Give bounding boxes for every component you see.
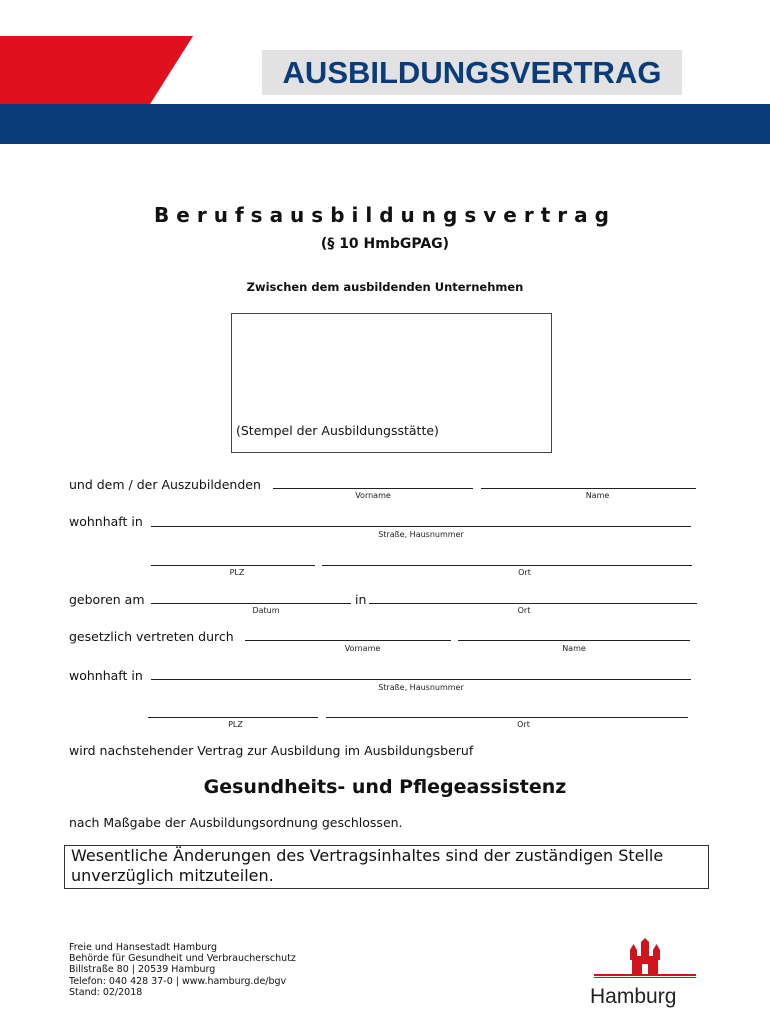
guardian-city-field[interactable]: [326, 717, 688, 718]
footer-line: Freie und Hansestadt Hamburg: [69, 942, 218, 953]
trainee-firstname-field[interactable]: [273, 488, 473, 489]
notice-text: Wesentliche Änderungen des Vertragsinhaltes sind der zuständigen Stelle unverzüglich mitzuteilen.: [71, 846, 664, 885]
guardian-street-field[interactable]: [151, 679, 691, 680]
born-in-label: in: [355, 592, 367, 607]
zip-caption: PLZ: [229, 568, 245, 577]
guardian-city-caption: Ort: [517, 720, 530, 729]
guardian-zip-caption: PLZ: [228, 720, 243, 729]
guardian-lastname-field[interactable]: [458, 640, 690, 641]
street-caption: Straße, Hausnummer: [378, 530, 464, 539]
guardian-lastname-caption: Name: [562, 644, 586, 653]
between-label: Zwischen dem ausbildenden Unternehmen: [246, 280, 524, 294]
guardian-label: gesetzlich vertreten durch: [69, 629, 234, 644]
guardian-firstname-caption: Vorname: [344, 644, 381, 653]
lastname-caption: Name: [585, 491, 610, 500]
contract-statement: wird nachstehender Vertrag zur Ausbildung im Ausbildungsberuf: [69, 743, 474, 758]
birth-city-caption: Ort: [517, 606, 531, 615]
profession-title: Gesundheits- und Pflegeassistenz: [203, 776, 567, 798]
hamburg-castle-icon: [590, 938, 700, 986]
firstname-caption: Vorname: [355, 491, 391, 500]
birth-place-field[interactable]: [369, 603, 697, 604]
footer-line: Billstraße 80 | 20539 Hamburg: [69, 964, 216, 976]
stamp-label: (Stempel der Ausbildungsstätte): [236, 423, 439, 438]
trainee-lastname-field[interactable]: [481, 488, 696, 489]
document-title: Berufsausbildungsvertrag: [154, 203, 616, 227]
header-title: AUSBILDUNGSVERTRAG: [282, 55, 662, 90]
date-caption: Datum: [252, 606, 280, 615]
footer-line: Behörde für Gesundheit und Verbraucherschutz: [69, 953, 296, 965]
footer-line: Telefon: 040 428 37-0 | www.hamburg.de/bgv: [69, 975, 287, 987]
city-caption: Ort: [518, 568, 531, 577]
guardian-zip-field[interactable]: [148, 717, 318, 718]
residence-label: wohnhaft in: [69, 514, 143, 529]
trainee-city-field[interactable]: [322, 565, 692, 566]
guardian-residence-label: wohnhaft in: [69, 668, 143, 683]
document-subtitle: (§ 10 HmbGPAG): [320, 236, 450, 252]
born-label: geboren am: [69, 592, 145, 607]
birth-date-field[interactable]: [151, 603, 351, 604]
hamburg-logo-text: Hamburg: [590, 985, 677, 1008]
footer-line: Stand: 02/2018: [69, 986, 143, 998]
trainee-street-field[interactable]: [151, 526, 691, 527]
regulation-text: nach Maßgabe der Ausbildungsordnung geschlossen.: [69, 815, 403, 830]
trainee-zip-field[interactable]: [151, 565, 315, 566]
trainee-label: und dem / der Auszubildenden: [69, 477, 261, 492]
guardian-firstname-field[interactable]: [245, 640, 451, 641]
footer-address: [69, 942, 296, 998]
guardian-street-caption: Straße, Hausnummer: [378, 683, 464, 692]
